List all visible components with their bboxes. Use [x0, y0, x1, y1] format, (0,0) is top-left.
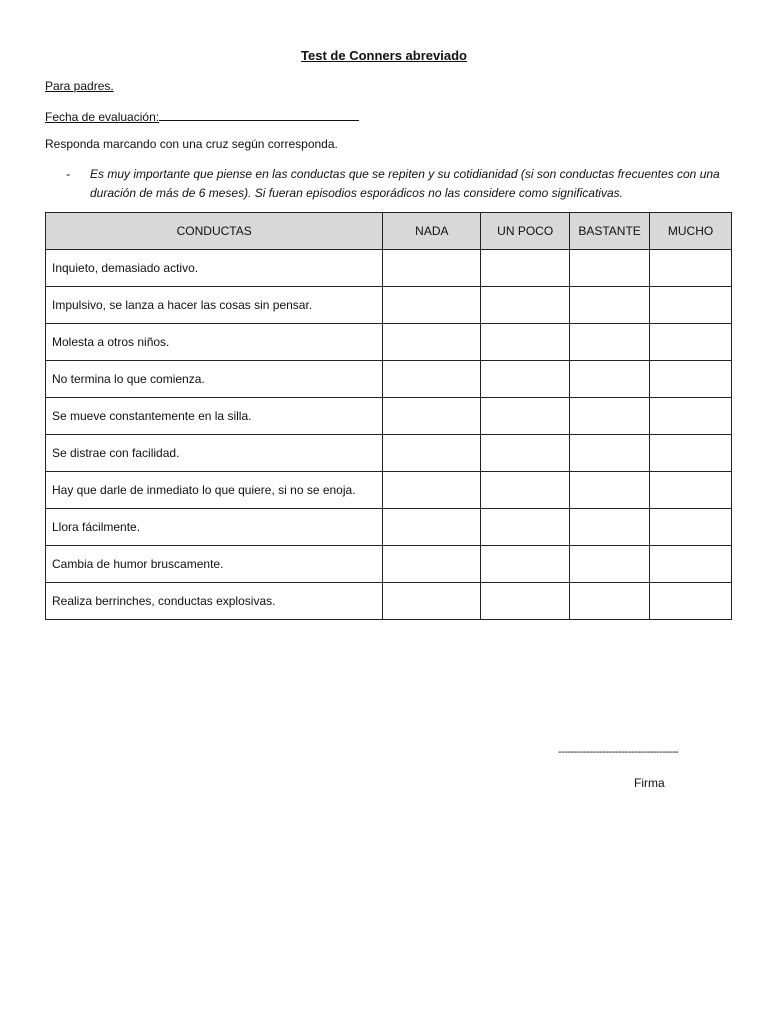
answer-cell-un-poco[interactable]	[481, 398, 570, 435]
behavior-label: Se mueve constantemente en la silla.	[46, 398, 383, 435]
answer-cell-nada[interactable]	[383, 361, 481, 398]
answer-cell-nada[interactable]	[383, 287, 481, 324]
answer-cell-un-poco[interactable]	[481, 287, 570, 324]
answer-cell-un-poco[interactable]	[481, 546, 570, 583]
answer-cell-bastante[interactable]	[570, 435, 650, 472]
header-conductas: CONDUCTAS	[46, 213, 383, 250]
answer-cell-bastante[interactable]	[570, 361, 650, 398]
answer-cell-nada[interactable]	[383, 250, 481, 287]
answer-cell-un-poco[interactable]	[481, 361, 570, 398]
answer-cell-bastante[interactable]	[570, 398, 650, 435]
header-mucho: MUCHO	[650, 213, 732, 250]
answer-cell-mucho[interactable]	[650, 324, 732, 361]
answer-cell-bastante[interactable]	[570, 509, 650, 546]
answer-cell-bastante[interactable]	[570, 324, 650, 361]
answer-cell-nada[interactable]	[383, 546, 481, 583]
page-title: Test de Conners abreviado	[301, 48, 467, 63]
answer-cell-un-poco[interactable]	[481, 472, 570, 509]
table-header-row	[46, 213, 732, 250]
behavior-label: Se distrae con facilidad.	[46, 435, 383, 472]
behavior-label: No termina lo que comienza.	[46, 361, 383, 398]
answer-cell-nada[interactable]	[383, 509, 481, 546]
header-un-poco: UN POCO	[481, 213, 570, 250]
header-nada: NADA	[383, 213, 481, 250]
audience-label: Para padres.	[45, 79, 114, 93]
answer-cell-un-poco[interactable]	[481, 583, 570, 620]
answer-cell-mucho[interactable]	[650, 361, 732, 398]
behavior-label: Inquieto, demasiado activo.	[46, 250, 383, 287]
table-row	[46, 546, 732, 583]
answer-cell-bastante[interactable]	[570, 546, 650, 583]
table-row	[46, 472, 732, 509]
note-bullet: -	[66, 167, 70, 181]
answer-cell-un-poco[interactable]	[481, 324, 570, 361]
answer-cell-un-poco[interactable]	[481, 250, 570, 287]
answer-cell-bastante[interactable]	[570, 250, 650, 287]
answer-cell-nada[interactable]	[383, 472, 481, 509]
answer-cell-un-poco[interactable]	[481, 435, 570, 472]
evaluation-date-label: Fecha de evaluación:	[45, 110, 160, 124]
signature-label: Firma	[634, 776, 665, 790]
answer-cell-mucho[interactable]	[650, 398, 732, 435]
answer-cell-bastante[interactable]	[570, 583, 650, 620]
answer-cell-un-poco[interactable]	[481, 509, 570, 546]
answer-cell-mucho[interactable]	[650, 435, 732, 472]
answer-cell-mucho[interactable]	[650, 583, 732, 620]
answer-cell-mucho[interactable]	[650, 509, 732, 546]
table-row	[46, 324, 732, 361]
answer-cell-bastante[interactable]	[570, 287, 650, 324]
answer-cell-mucho[interactable]	[650, 250, 732, 287]
table-row	[46, 287, 732, 324]
behavior-label: Impulsivo, se lanza a hacer las cosas sin pensar.	[46, 287, 383, 324]
header-bastante: BASTANTE	[570, 213, 650, 250]
behavior-table	[45, 212, 732, 620]
evaluation-date-row	[45, 108, 359, 124]
answer-cell-nada[interactable]	[383, 435, 481, 472]
evaluation-date-field[interactable]	[159, 108, 359, 121]
behavior-label: Realiza berrinches, conductas explosivas.	[46, 583, 383, 620]
answer-cell-mucho[interactable]	[650, 287, 732, 324]
answer-cell-nada[interactable]	[383, 583, 481, 620]
table-row	[46, 435, 732, 472]
behavior-label: Molesta a otros niños.	[46, 324, 383, 361]
table-row	[46, 250, 732, 287]
answer-cell-bastante[interactable]	[570, 472, 650, 509]
note-text: Es muy importante que piense en las conductas que se repiten y su cotidianidad (si son conductas frecuentes con una duración de más de 6 meses). Si fueran episodios esporádicos no las considere como significativas.	[90, 167, 720, 200]
table-row	[46, 583, 732, 620]
signature-line[interactable]: --------------------------------------	[558, 746, 679, 758]
table-row	[46, 509, 732, 546]
answer-cell-nada[interactable]	[383, 324, 481, 361]
behavior-label: Llora fácilmente.	[46, 509, 383, 546]
note-block	[66, 165, 726, 203]
answer-cell-mucho[interactable]	[650, 546, 732, 583]
behavior-label: Cambia de humor bruscamente.	[46, 546, 383, 583]
behavior-label: Hay que darle de inmediato lo que quiere, si no se enoja.	[46, 472, 383, 509]
table-row	[46, 398, 732, 435]
instructions-text: Responda marcando con una cruz según corresponda.	[45, 137, 338, 151]
answer-cell-nada[interactable]	[383, 398, 481, 435]
answer-cell-mucho[interactable]	[650, 472, 732, 509]
table-row	[46, 361, 732, 398]
